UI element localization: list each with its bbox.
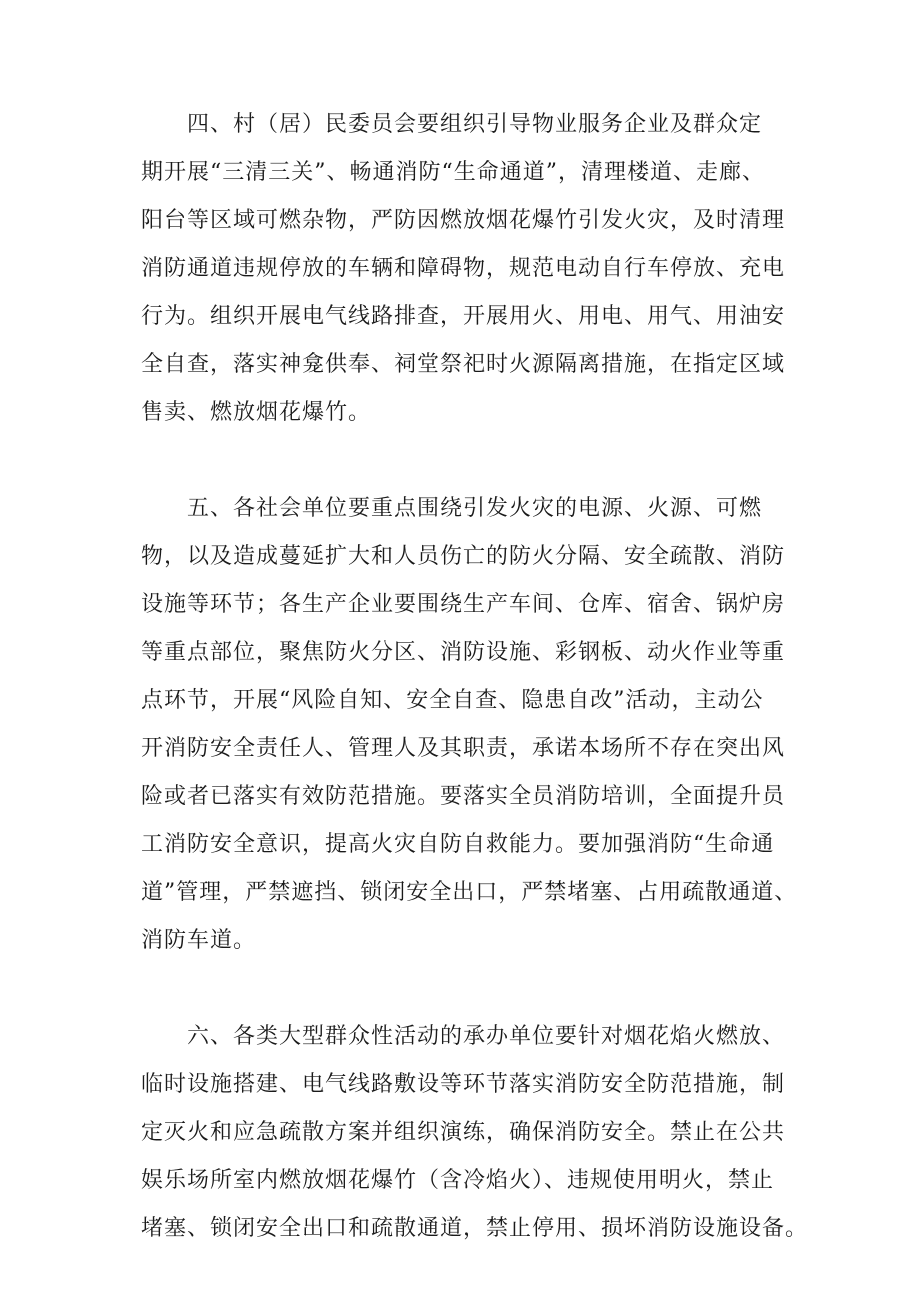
- paragraph-line: 开消防安全责任人、管理人及其职责，承诺本场所不存在突出风: [141, 736, 786, 761]
- paragraph-line: 设施等环节；各生产企业要围绕生产车间、仓库、宿舍、锅炉房: [141, 592, 786, 617]
- document-body: [141, 101, 809, 1253]
- paragraph-line: 售卖、燃放烟花爆竹。: [141, 400, 372, 425]
- paragraph-line: 工消防安全意识，提高火灾自防自救能力。要加强消防“生命通: [141, 832, 775, 857]
- paragraph-line: 点环节，开展“风险自知、安全自查、隐患自改”活动，主动公: [141, 688, 764, 713]
- paragraph-line: 险或者已落实有效防范措施。要落实全员消防培训，全面提升员: [141, 784, 786, 809]
- paragraph-line: 五、各社会单位要重点围绕引发火灾的电源、火源、可燃: [187, 496, 763, 521]
- paragraph-line: 物，以及造成蔓延扩大和人员伤亡的防火分隔、安全疏散、消防: [141, 544, 786, 569]
- paragraph-line: 消防车道。: [141, 928, 257, 953]
- paragraph-gap: [141, 437, 791, 485]
- paragraph-line: 消防通道违规停放的车辆和障碍物，规范电动自行车停放、充电: [141, 256, 786, 281]
- paragraph-line: 临时设施搭建、电气线路敷设等环节落实消防安全防范措施，制: [141, 1072, 786, 1097]
- paragraph-five: [141, 485, 798, 965]
- paragraph-six: [141, 1013, 809, 1253]
- paragraph-line: 行为。组织开展电气线路排查，开展用火、用电、用气、用油安: [141, 304, 786, 329]
- paragraph-line: 定灭火和应急疏散方案并组织演练，确保消防安全。禁止在公共: [141, 1120, 786, 1145]
- paragraph-line: 阳台等区域可燃杂物，严防因燃放烟花爆竹引发火灾，及时清理: [141, 208, 786, 233]
- paragraph-four: [141, 101, 791, 437]
- paragraph-line: 四、村（居）民委员会要组织引导物业服务企业及群众定: [187, 112, 763, 137]
- paragraph-line: 六、各类大型群众性活动的承办单位要针对烟花焰火燃放、: [187, 1024, 786, 1049]
- paragraph-gap: [141, 965, 791, 1013]
- paragraph-line: 堵塞、锁闭安全出口和疏散通道，禁止停用、损坏消防设施设备。: [141, 1216, 809, 1241]
- paragraph-line: 娱乐场所室内燃放烟花爆竹（含冷焰火）、违规使用明火，禁止: [141, 1168, 775, 1193]
- paragraph-line: 道”管理，严禁遮挡、锁闭安全出口，严禁堵塞、占用疏散通道、: [141, 880, 798, 905]
- paragraph-line: 等重点部位，聚焦防火分区、消防设施、彩钢板、动火作业等重: [141, 640, 786, 665]
- paragraph-line: 期开展“三清三关”、畅通消防“生命通道”，清理楼道、走廊、: [141, 160, 765, 185]
- paragraph-line: 全自查，落实神龛供奉、祠堂祭祀时火源隔离措施，在指定区域: [141, 352, 786, 377]
